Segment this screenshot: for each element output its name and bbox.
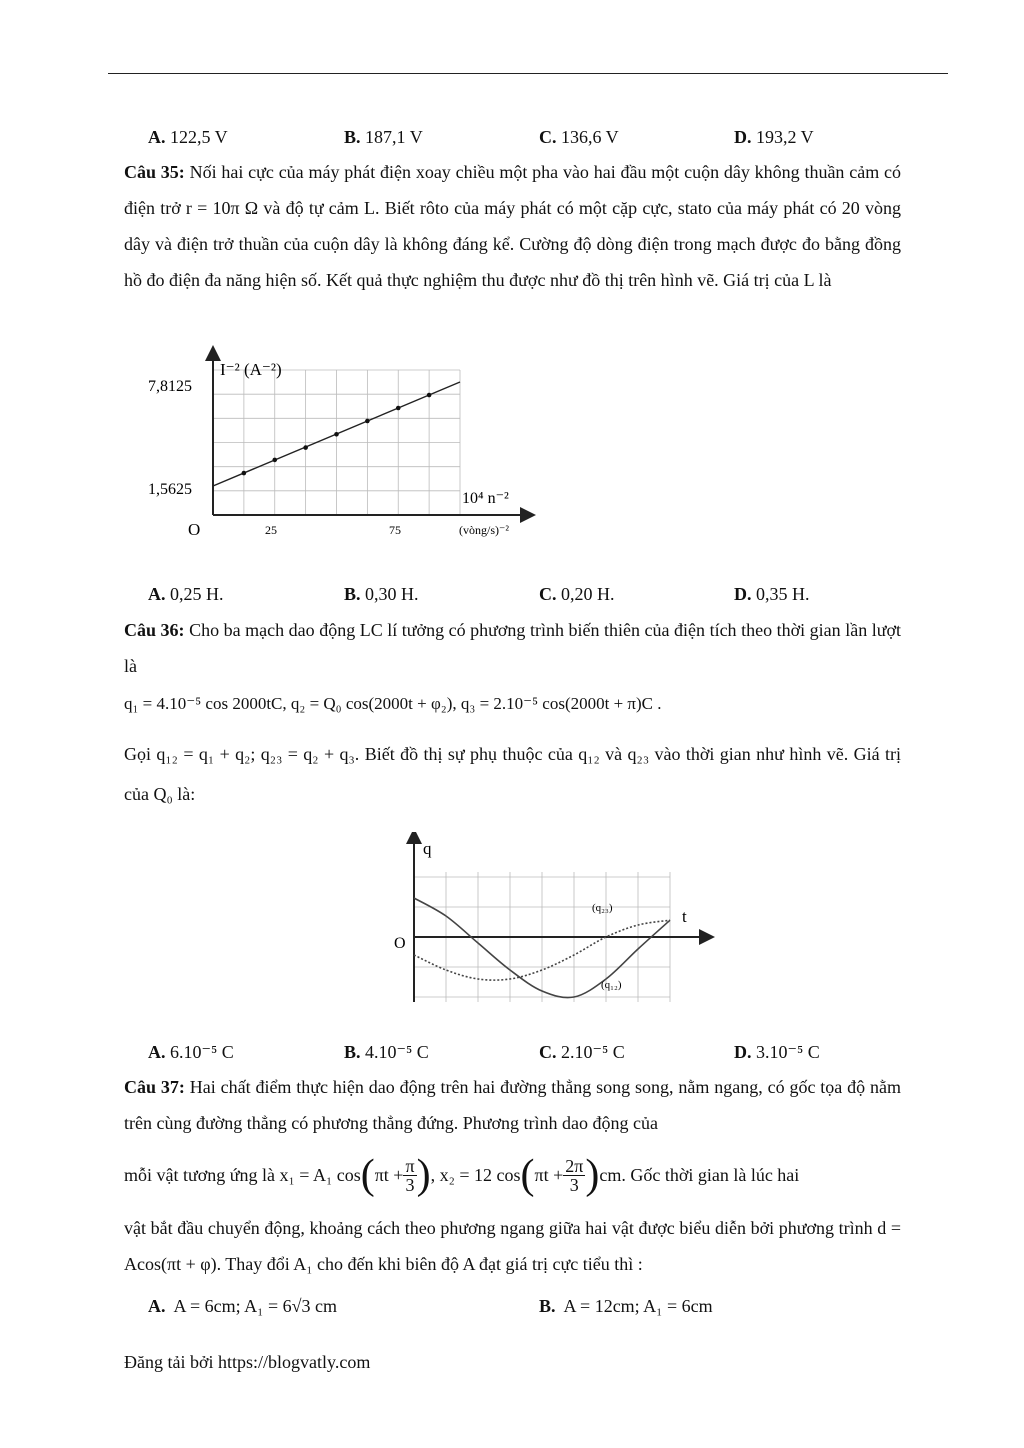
q36-eq2: q₁₂ = q₁ + q₂; q₂₃ = q₂ + q₃ [156,744,355,764]
q37-text-d: vật bắt đầu chuyển động, khoảng cách theo phương ngang giữa hai vật được biểu diễn bởi phương trình d = Acos(πt + φ). Thay đổi A₁ cho đến khi biên độ A đạt giá trị cực tiểu thì : [124,1218,901,1274]
q37-text: Câu 37: Hai chất điểm thực hiện dao động trên hai đường thẳng song song, nằm ngang, có gốc tọa độ nằm trên cùng đường thẳng có phương thẳng đứng. Phương trình dao động của [124,1077,902,1133]
chart1-x-tick-25: 25 [265,523,277,537]
q37-fraction-1: $\frac{\pi}{3}$ [405,1155,415,1195]
q37-label: Câu 37: [124,1077,185,1097]
chart-charge-oscillation [385,832,715,1010]
chart1-data-point [396,406,401,411]
q37-fraction-2: $\frac{2\pi}{3}$ [565,1155,584,1195]
q35-text: Câu 35: Nối hai cực của máy phát điện xoay chiều một pha vào hai đầu một cuộn dây không thuần cảm có điện trở r = 10π Ω và độ tự cảm L. Biết rôto của máy phát có một cặp cực, stato của máy phát có 20 vòng dây và điện trở thuần của cuộn dây là không đáng kể. Cường độ dòng điện trong mạch được đo bằng đồng hồ đo điện đa năng hiện số. Kết quả thực nghiệm thu được như đồ thị trên hình vẽ. Giá trị của L là [124,162,901,290]
q35-option-a: A. 0,25 H. [148,584,224,604]
chart1-data-point [334,432,339,437]
chart2-legend-q12: (q₁₂) [601,979,622,991]
q34-option-d: D. 193,2 V [734,127,814,147]
chart1-grid [213,370,460,515]
header-rule [108,73,948,74]
chart2-y-label: q [423,839,432,858]
q36-option-c: C. 2.10⁻⁵ C [539,1042,625,1062]
footer-source: Đăng tải bởi https://blogvatly.com [124,1352,371,1372]
chart2-legend-q23: (q₂₃) [592,902,613,914]
chart1-data-point [303,445,308,450]
q36-text2: Gọi q₁₂ = q₁ + q₂; q₂₃ = q₂ + q₃. Biết đồ thị sự phụ thuộc của q₁₂ và q₂₃ vào thời gian như hình vẽ. Giá trị của Q₀ là: [124,744,901,804]
q35-option-d: D. 0,35 H. [734,584,810,604]
q35-label: Câu 35: [124,162,185,182]
q35-option-c: C. 0,20 H. [539,584,615,604]
chart1-data-point [272,458,277,463]
q36-option-d: D. 3.10⁻⁵ C [734,1042,820,1062]
q37-equation-line: mỗi vật tương ứng là x₁ = A₁ cos ( πt + $\frac{\pi}{3}$ ) , x₂ = 12 cos ( πt + $\frac{2\pi}{3}$ ) cm . Gốc thời gian là lúc hai [124,1152,800,1198]
chart1-y-label: I⁻² (A⁻²) [220,360,282,379]
chart1-x-label: 10⁴ n⁻² [462,490,509,507]
q36-label: Câu 36: [124,620,185,640]
chart1-x-tick-75: 75 [389,523,401,537]
q34-option-b: B. 187,1 V [344,127,423,147]
chart1-y-tick-low: 1,5625 [148,481,192,498]
chart1-x-unit: (vòng/s)⁻² [459,523,509,537]
chart1-origin: O [188,520,201,539]
q36-option-a: A. 6.10⁻⁵ C [148,1042,234,1062]
chart2-t-label: t [682,907,687,926]
q36-option-b: B. 4.10⁻⁵ C [344,1042,429,1062]
chart1-data-point [427,393,432,398]
chart2-origin: O [394,935,406,952]
chart-inverse-current [140,345,540,545]
q34-option-c: C. 136,6 V [539,127,619,147]
q36-equation: q₁ = 4.10⁻⁵ cos 2000tC, q₂ = Q₀ cos(2000t + φ₂), q₃ = 2.10⁻⁵ cos(2000t + π)C . [124,694,662,713]
chart1-y-tick-high: 7,8125 [148,378,192,395]
chart1-data-point [242,471,247,476]
q37-option-b: B. A = 12cm; A₁ = 6cm [539,1296,713,1316]
q34-option-a: A. 122,5 V [148,127,228,147]
chart1-data-point [365,419,370,424]
q36-text: Câu 36: Cho ba mạch dao động LC lí tưởng có phương trình biến thiên của điện tích theo thời gian lần lượt là [124,620,902,676]
q35-option-b: B. 0,30 H. [344,584,419,604]
q37-option-a: A. A = 6cm; A₁ = 6√3 cm [148,1296,337,1316]
